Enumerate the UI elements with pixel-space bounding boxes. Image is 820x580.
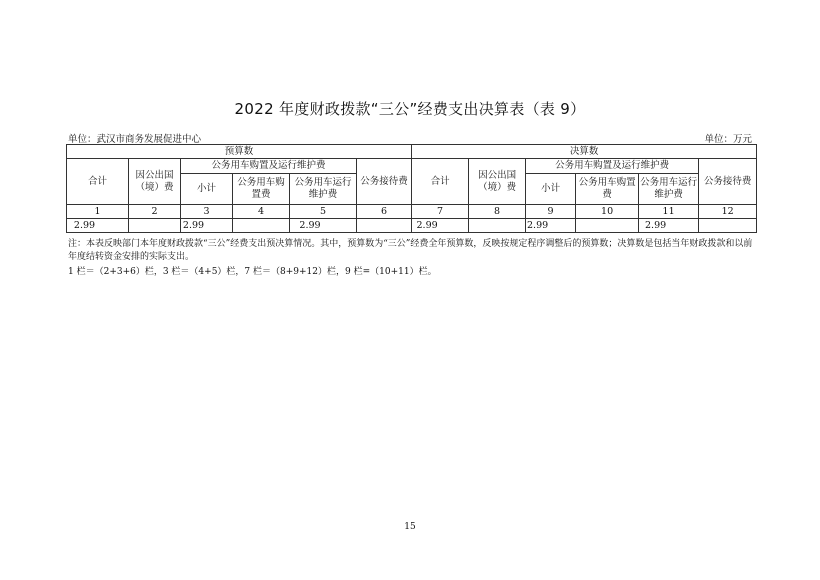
value-cell: 2.99 xyxy=(290,219,357,233)
final-reception-header: 公务接待费 xyxy=(699,159,757,205)
document-title: 2022 年度财政拨款“三公”经费支出决算表（表 9） xyxy=(234,100,586,118)
budget-header: 预算数 xyxy=(67,145,412,159)
unit-currency: 单位：万元 xyxy=(704,134,752,145)
column-number: 8 xyxy=(469,205,526,219)
column-formula-note: 1 栏＝（2+3+6）栏，3 栏＝（4+5）栏，7 栏＝（8+9+12）栏，9 栏=（10+11）栏。 xyxy=(68,267,437,277)
final-total-header: 合计 xyxy=(412,159,469,205)
value-row xyxy=(67,219,757,233)
column-number: 4 xyxy=(233,205,290,219)
final-header: 决算数 xyxy=(412,145,757,159)
header-row-categories xyxy=(67,159,757,174)
column-number: 11 xyxy=(639,205,699,219)
value-cell xyxy=(699,219,757,233)
value-cell xyxy=(357,219,412,233)
value-cell: 2.99 xyxy=(639,219,699,233)
budget-vehicle-operation-header: 公务用车运行维护费 xyxy=(290,174,357,205)
table-note: 注：本表反映部门本年度财政拨款“三公”经费支出预决算情况。其中，预算数为“三公”经费全年预算数，反映按规定程序调整后的预算数；决算数是包括当年财政拨款和以前年度结转资金安排的实际支出。 xyxy=(68,239,753,262)
value-cell: 2.99 xyxy=(526,219,576,233)
budget-vehicle-purchase-header: 公务用车购置费 xyxy=(233,174,290,205)
column-number: 10 xyxy=(576,205,639,219)
value-cell xyxy=(129,219,181,233)
column-number: 1 xyxy=(67,205,129,219)
column-number: 7 xyxy=(412,205,469,219)
column-number: 2 xyxy=(129,205,181,219)
column-number: 3 xyxy=(181,205,233,219)
final-vehicle-group-header: 公务用车购置及运行维护费 xyxy=(526,159,699,174)
column-number: 6 xyxy=(357,205,412,219)
value-cell: 2.99 xyxy=(412,219,469,233)
value-cell xyxy=(576,219,639,233)
value-cell xyxy=(233,219,290,233)
final-subtotal-header: 小计 xyxy=(526,174,576,205)
column-number: 12 xyxy=(699,205,757,219)
value-cell: 2.99 xyxy=(181,219,233,233)
budget-reception-header: 公务接待费 xyxy=(357,159,412,205)
budget-total-header: 合计 xyxy=(67,159,129,205)
final-abroad-header: 因公出国（境）费 xyxy=(469,159,526,205)
column-number: 9 xyxy=(526,205,576,219)
page-number: 15 xyxy=(404,522,416,532)
budget-abroad-header: 因公出国（境）费 xyxy=(129,159,181,205)
three-public-expenses-table xyxy=(66,144,757,233)
value-cell: 2.99 xyxy=(67,219,129,233)
final-vehicle-purchase-header: 公务用车购置费 xyxy=(576,174,639,205)
final-vehicle-operation-header: 公务用车运行维护费 xyxy=(639,174,699,205)
budget-vehicle-group-header: 公务用车购置及运行维护费 xyxy=(181,159,357,174)
unit-organization: 单位：武汉市商务发展促进中心 xyxy=(68,134,202,145)
value-cell xyxy=(469,219,526,233)
column-number: 5 xyxy=(290,205,357,219)
budget-subtotal-header: 小计 xyxy=(181,174,233,205)
header-row-groups xyxy=(67,145,757,159)
column-number-row xyxy=(67,205,757,219)
